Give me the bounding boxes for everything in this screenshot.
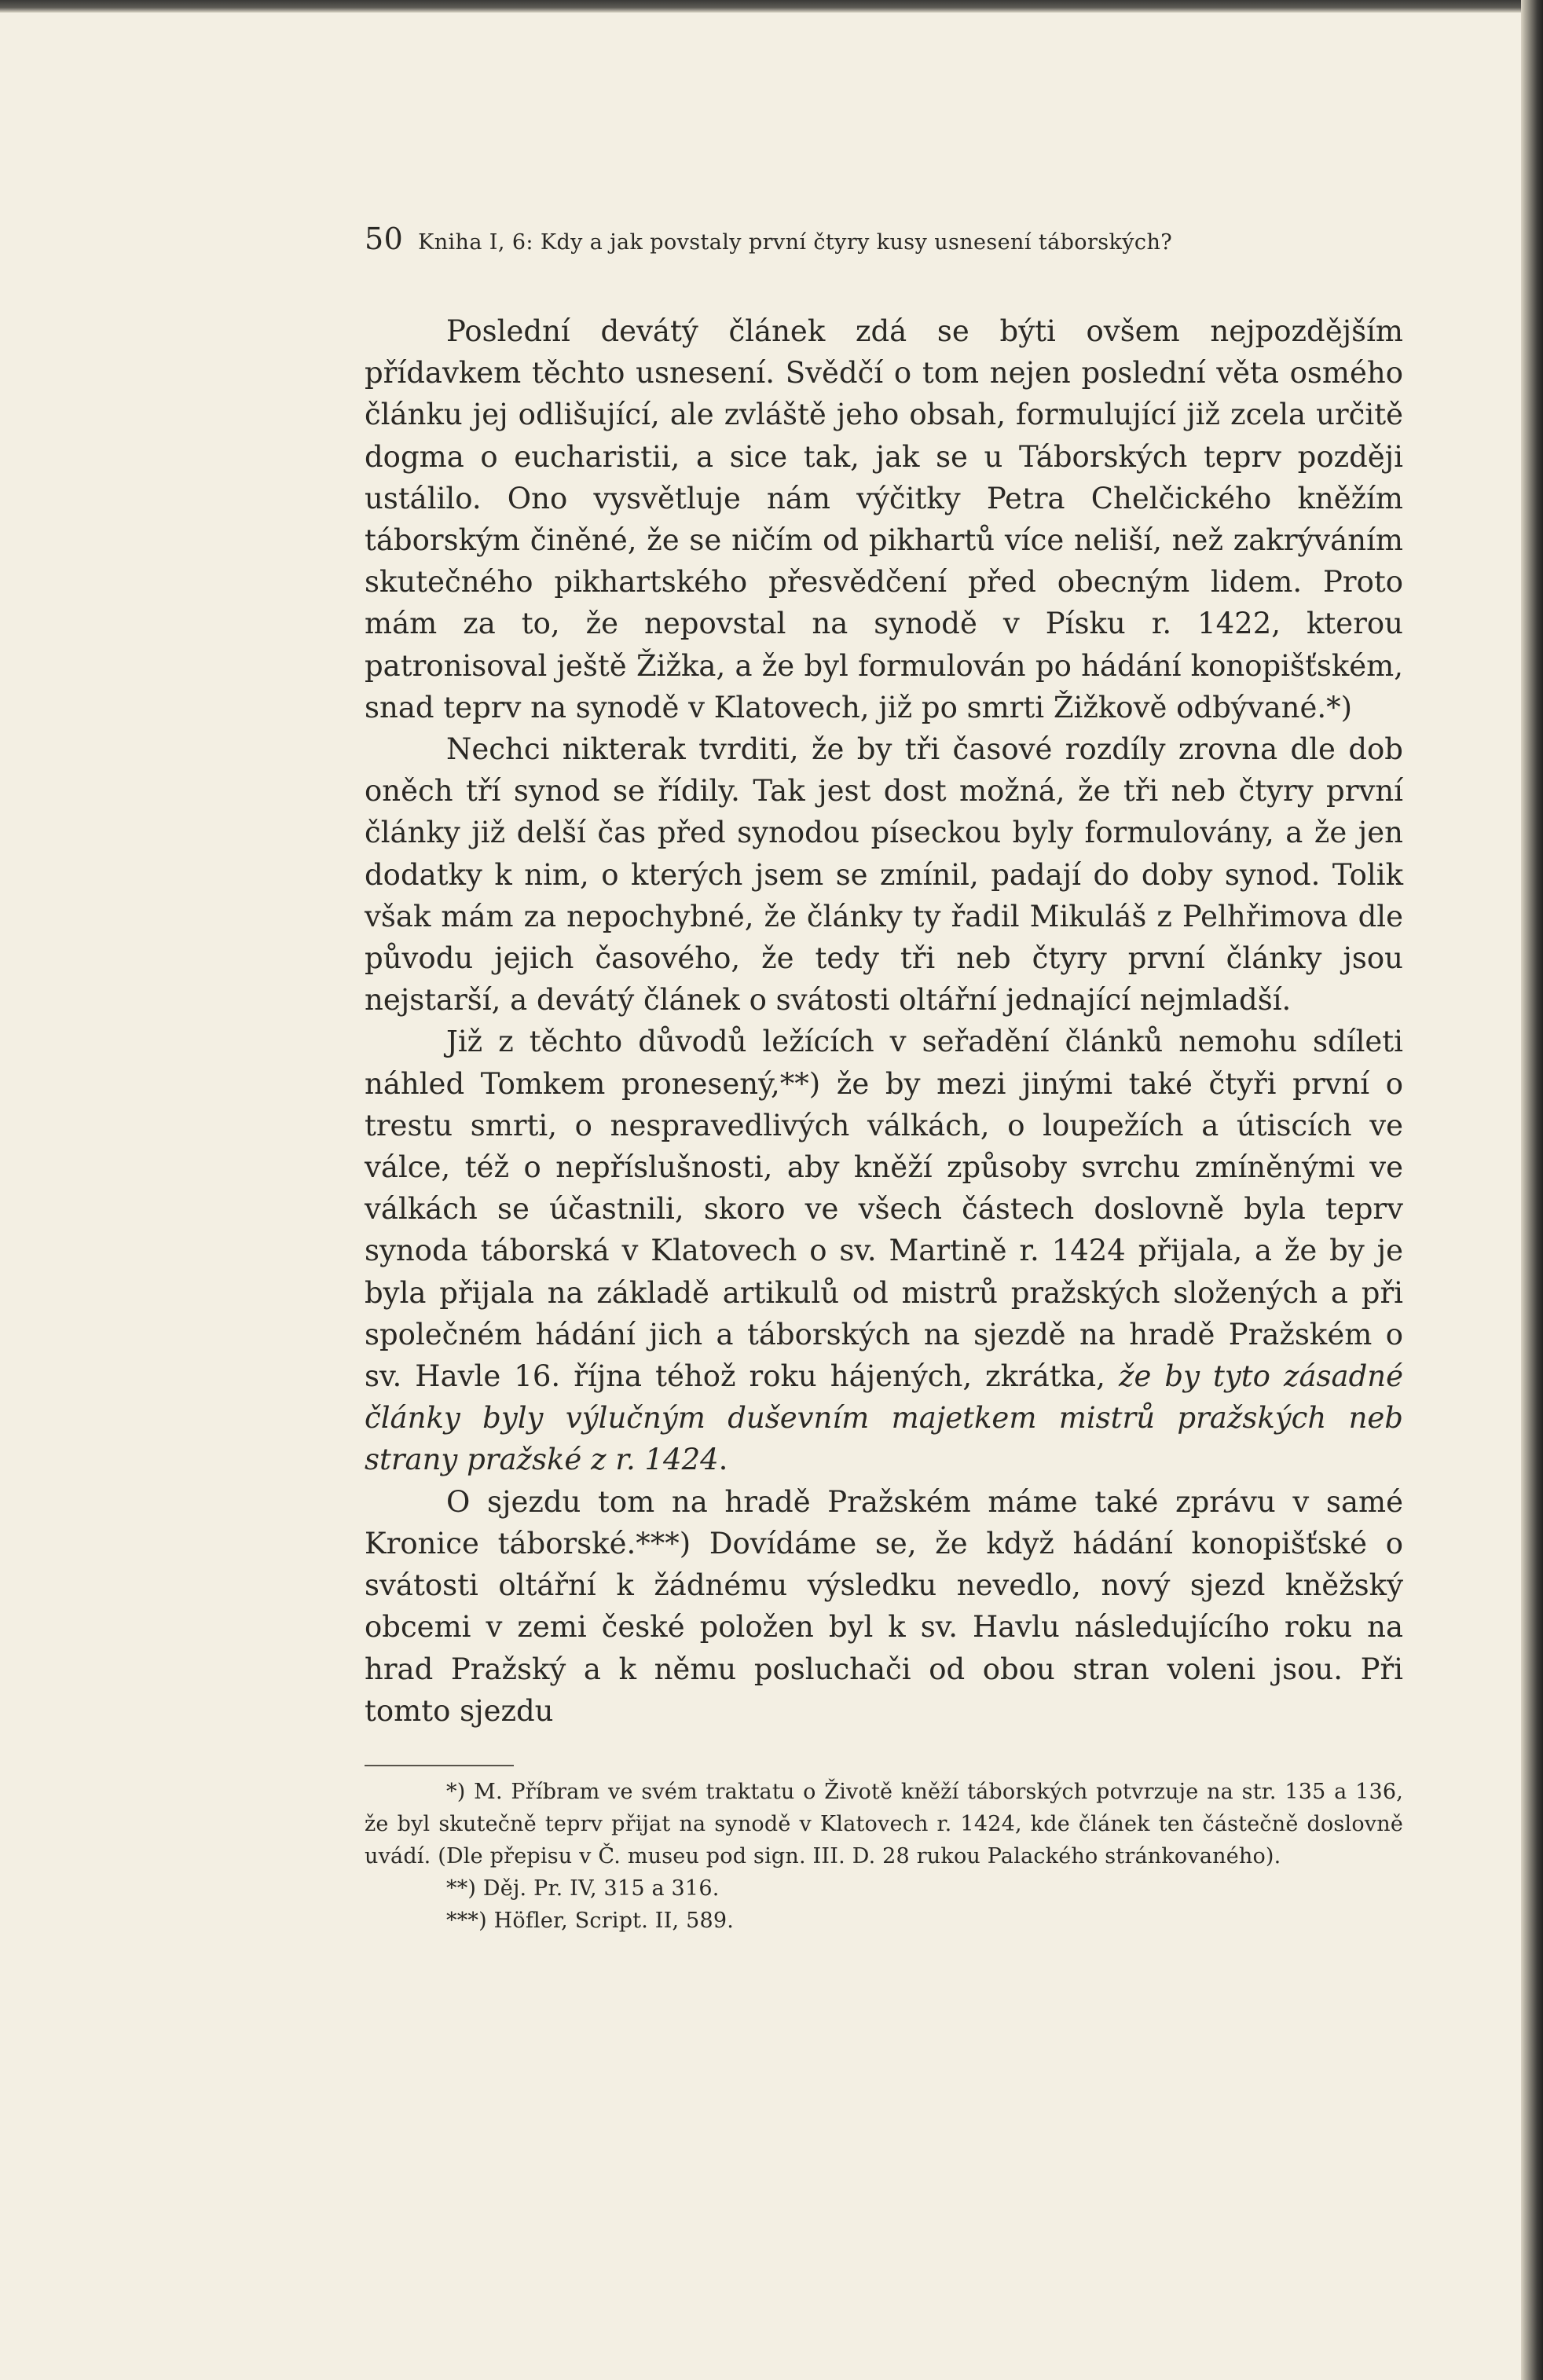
paragraph-4: O sjezdu tom na hradě Pražském máme také zprávu v samé Kronice táborské.***) Dovídáme se, že když hádání konopišťské o svátosti oltářní k žádnému výsledku nevedlo, nový sjezd kněžský obcemi v zemi české položen byl k sv. Havlu následujícího roku na hrad Pražský a k němu posluchači od obou stran voleni jsou. Při tomto sjezdu <box>365 1484 1403 1728</box>
footnote-2: **) Děj. Pr. IV, 315 a 316. <box>446 1876 720 1901</box>
page-text-block <box>365 223 1403 1937</box>
paragraph-2: Nechci nikterak tvrditi, že by tři časové rozdíly zrovna dle dob oněch tří synod se řídily. Tak jest dost možná, že tři neb čtyry první články již delší čas před synodou píseckou byly formulovány, a že jen dodatky k nim, o kterých jsem se zmínil, padají do doby synod. Tolik však mám za nepochybné, že články ty řadil Mikuláš z Pelhřimova dle původu jejich časového, že tedy tři neb čtyry první články jsou nejstarší, a devátý článek o svátosti oltářní jednající nejmladší. <box>365 732 1403 1018</box>
book-spine-edge <box>1521 0 1543 2380</box>
paragraph-3-end: . <box>718 1443 728 1477</box>
paragraph-3-text: Již z těchto důvodů ležících v seřadění článků nemohu sdíleti náhled Tomkem pronesený,**) že by mezi jinými také čtyři první o trestu smrti, o nespravedlivých válkách, o loupežích a útiscích ve válce, též o nepříslušnosti, aby kněží způsoby svrchu zmíněnými ve válkách se účastnili, skoro ve všech částech doslovně byla teprv synoda táborská v Klatovech o sv. Martině r. 1424 přijala, a že by je byla přijala na základě artikulů od mistrů pražských složených a při společném hádání jich a táborských na sjezdě na hradě Pražském o sv. Havle 16. října téhož roku hájených, zkrátka, <box>365 1025 1403 1394</box>
footnote-1: *) M. Příbram ve svém traktatu o Životě kněží táborských potvrzuje na str. 135 a 136, že byl skutečně teprv přijat na synodě v Klatovech r. 1424, kde článek ten částečně doslovně uvádí. (Dle přepisu v Č. museu pod sign. III. D. 28 rukou Palackého stránkovaného). <box>365 1779 1403 1868</box>
body-text <box>365 310 1403 1732</box>
page-number: 50 <box>365 222 404 256</box>
scan-top-edge <box>0 0 1543 13</box>
footnote-separator <box>365 1765 514 1766</box>
footnotes <box>365 1776 1403 1937</box>
running-head <box>365 223 1403 259</box>
running-title: Kniha I, 6: Kdy a jak povstaly první čtyry kusy usnesení táborských? <box>418 230 1173 255</box>
footnote-3: ***) Höfler, Script. II, 589. <box>446 1908 735 1933</box>
paragraph-3-emphasis: že by tyto zásadné články byly výlučným duševním majetkem mistrů pražských neb strany pražské z r. 1424 <box>365 1359 1403 1477</box>
paragraph-3 <box>365 1021 1403 1480</box>
paragraph-1: Poslední devátý článek zdá se býti ovšem nejpozdějším přídavkem těchto usnesení. Svědčí o tom nejen poslední věta osmého článku jej odlišující, ale zvláště jeho obsah, formulující již zcela určitě dogma o eucharistii, a sice tak, jak se u Táborských teprv později ustálilo. Ono vysvětluje nám výčitky Petra Chelčického kněžím táborským činěné, že se ničím od pikhartů více neliší, než zakrýváním skutečného pikhartského přesvědčení před obecným lidem. Proto mám za to, že nepovstal na synodě v Písku r. 1422, kterou patronisoval ještě Žižka, a že byl formulován po hádání konopišťském, snad teprv na synodě v Klatovech, již po smrti Žižkově odbývané.*) <box>365 314 1403 724</box>
